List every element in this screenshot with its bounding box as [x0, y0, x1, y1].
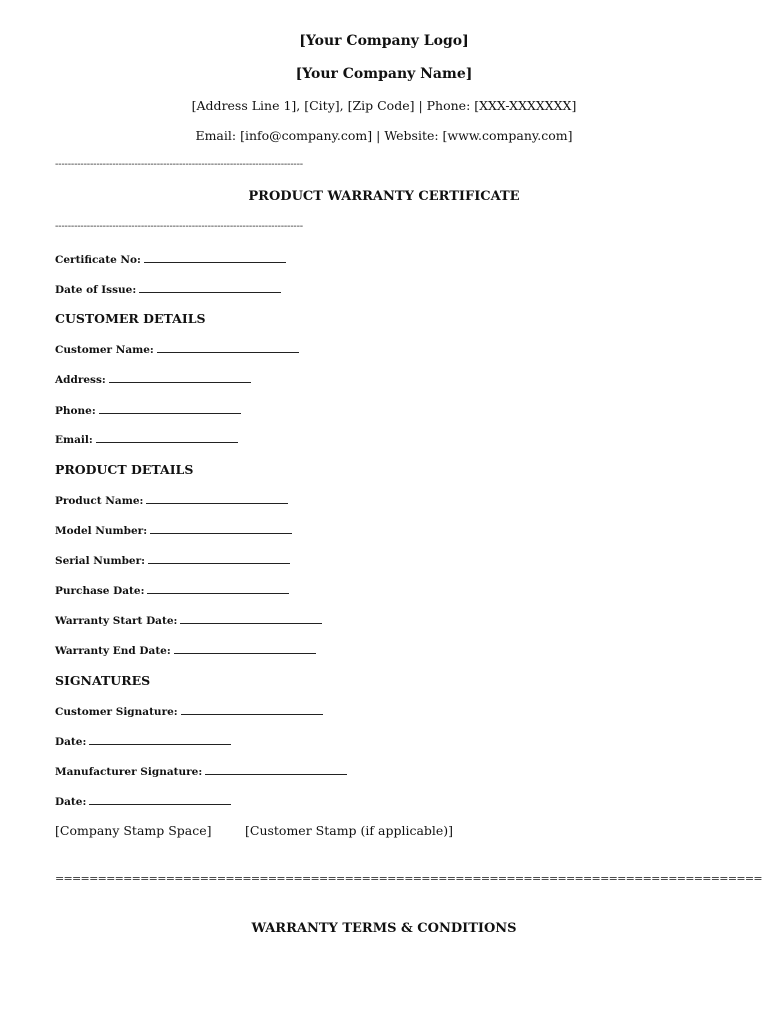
- phone-field[interactable]: [55, 404, 241, 417]
- certificate-no-field[interactable]: [55, 253, 286, 266]
- manufacturer-signature-label: Manufacturer Signature:: [55, 766, 203, 778]
- company-stamp-space: [Company Stamp Space]: [55, 823, 212, 838]
- product-details-heading: PRODUCT DETAILS: [55, 462, 194, 477]
- model-number-field[interactable]: [55, 524, 292, 537]
- model-number-label: Model Number:: [55, 525, 148, 537]
- blank-line: [109, 373, 251, 383]
- document-title: PRODUCT WARRANTY CERTIFICATE: [248, 189, 520, 204]
- manufacturer-signature-field[interactable]: [55, 765, 347, 778]
- blank-line: [147, 584, 289, 594]
- blank-line: [174, 644, 316, 654]
- product-name-label: Product Name:: [55, 495, 144, 507]
- date-of-issue-field[interactable]: [55, 283, 281, 296]
- blank-line: [139, 283, 281, 293]
- date-of-issue-label: Date of Issue:: [55, 284, 137, 296]
- blank-line: [99, 404, 241, 414]
- blank-line: [157, 343, 299, 353]
- manufacturer-date-field[interactable]: [55, 795, 231, 808]
- customer-signature-field[interactable]: [55, 705, 323, 718]
- customer-stamp-space: [Customer Stamp (if applicable)]: [245, 823, 454, 838]
- blank-line: [181, 705, 323, 715]
- warranty-end-date-field[interactable]: [55, 644, 316, 657]
- customer-date-field[interactable]: [55, 735, 231, 748]
- customer-details-heading: CUSTOMER DETAILS: [55, 311, 206, 326]
- blank-line: [89, 795, 231, 805]
- manufacturer-date-label: Date:: [55, 796, 87, 808]
- contact-line: Email: [info@company.com] | Website: [www.company.com]: [195, 128, 573, 143]
- warranty-end-date-label: Warranty End Date:: [55, 645, 171, 657]
- blank-line: [96, 433, 238, 443]
- product-name-field[interactable]: [55, 494, 288, 507]
- customer-date-label: Date:: [55, 736, 87, 748]
- blank-line: [144, 253, 286, 263]
- company-logo-placeholder: [Your Company Logo]: [299, 33, 469, 49]
- company-name: [Your Company Name]: [295, 66, 473, 82]
- divider-top: ------------------------------------------------------------------------------: [55, 159, 303, 170]
- blank-line: [205, 765, 347, 775]
- address-field[interactable]: [55, 373, 251, 386]
- warranty-start-date-field[interactable]: [55, 614, 322, 627]
- blank-line: [89, 735, 231, 745]
- double-divider: ===================================================================================: [55, 872, 762, 885]
- signatures-heading: SIGNATURES: [55, 673, 151, 688]
- blank-line: [150, 524, 292, 534]
- warranty-start-date-label: Warranty Start Date:: [55, 615, 178, 627]
- address-line: [Address Line 1], [City], [Zip Code] | Phone: [XXX-XXXXXXX]: [191, 98, 577, 113]
- blank-line: [148, 554, 290, 564]
- customer-name-field[interactable]: [55, 343, 299, 356]
- terms-heading: WARRANTY TERMS & CONDITIONS: [251, 921, 517, 936]
- customer-name-label: Customer Name:: [55, 344, 154, 356]
- serial-number-label: Serial Number:: [55, 555, 146, 567]
- purchase-date-field[interactable]: [55, 584, 289, 597]
- serial-number-field[interactable]: [55, 554, 290, 567]
- phone-label: Phone:: [55, 405, 96, 417]
- blank-line: [180, 614, 322, 624]
- email-label: Email:: [55, 434, 93, 446]
- address-label: Address:: [55, 374, 106, 386]
- customer-signature-label: Customer Signature:: [55, 706, 178, 718]
- purchase-date-label: Purchase Date:: [55, 585, 145, 597]
- email-field[interactable]: [55, 433, 238, 446]
- certificate-no-label: Certificate No:: [55, 254, 141, 266]
- divider-bottom: ------------------------------------------------------------------------------: [55, 221, 303, 232]
- blank-line: [146, 494, 288, 504]
